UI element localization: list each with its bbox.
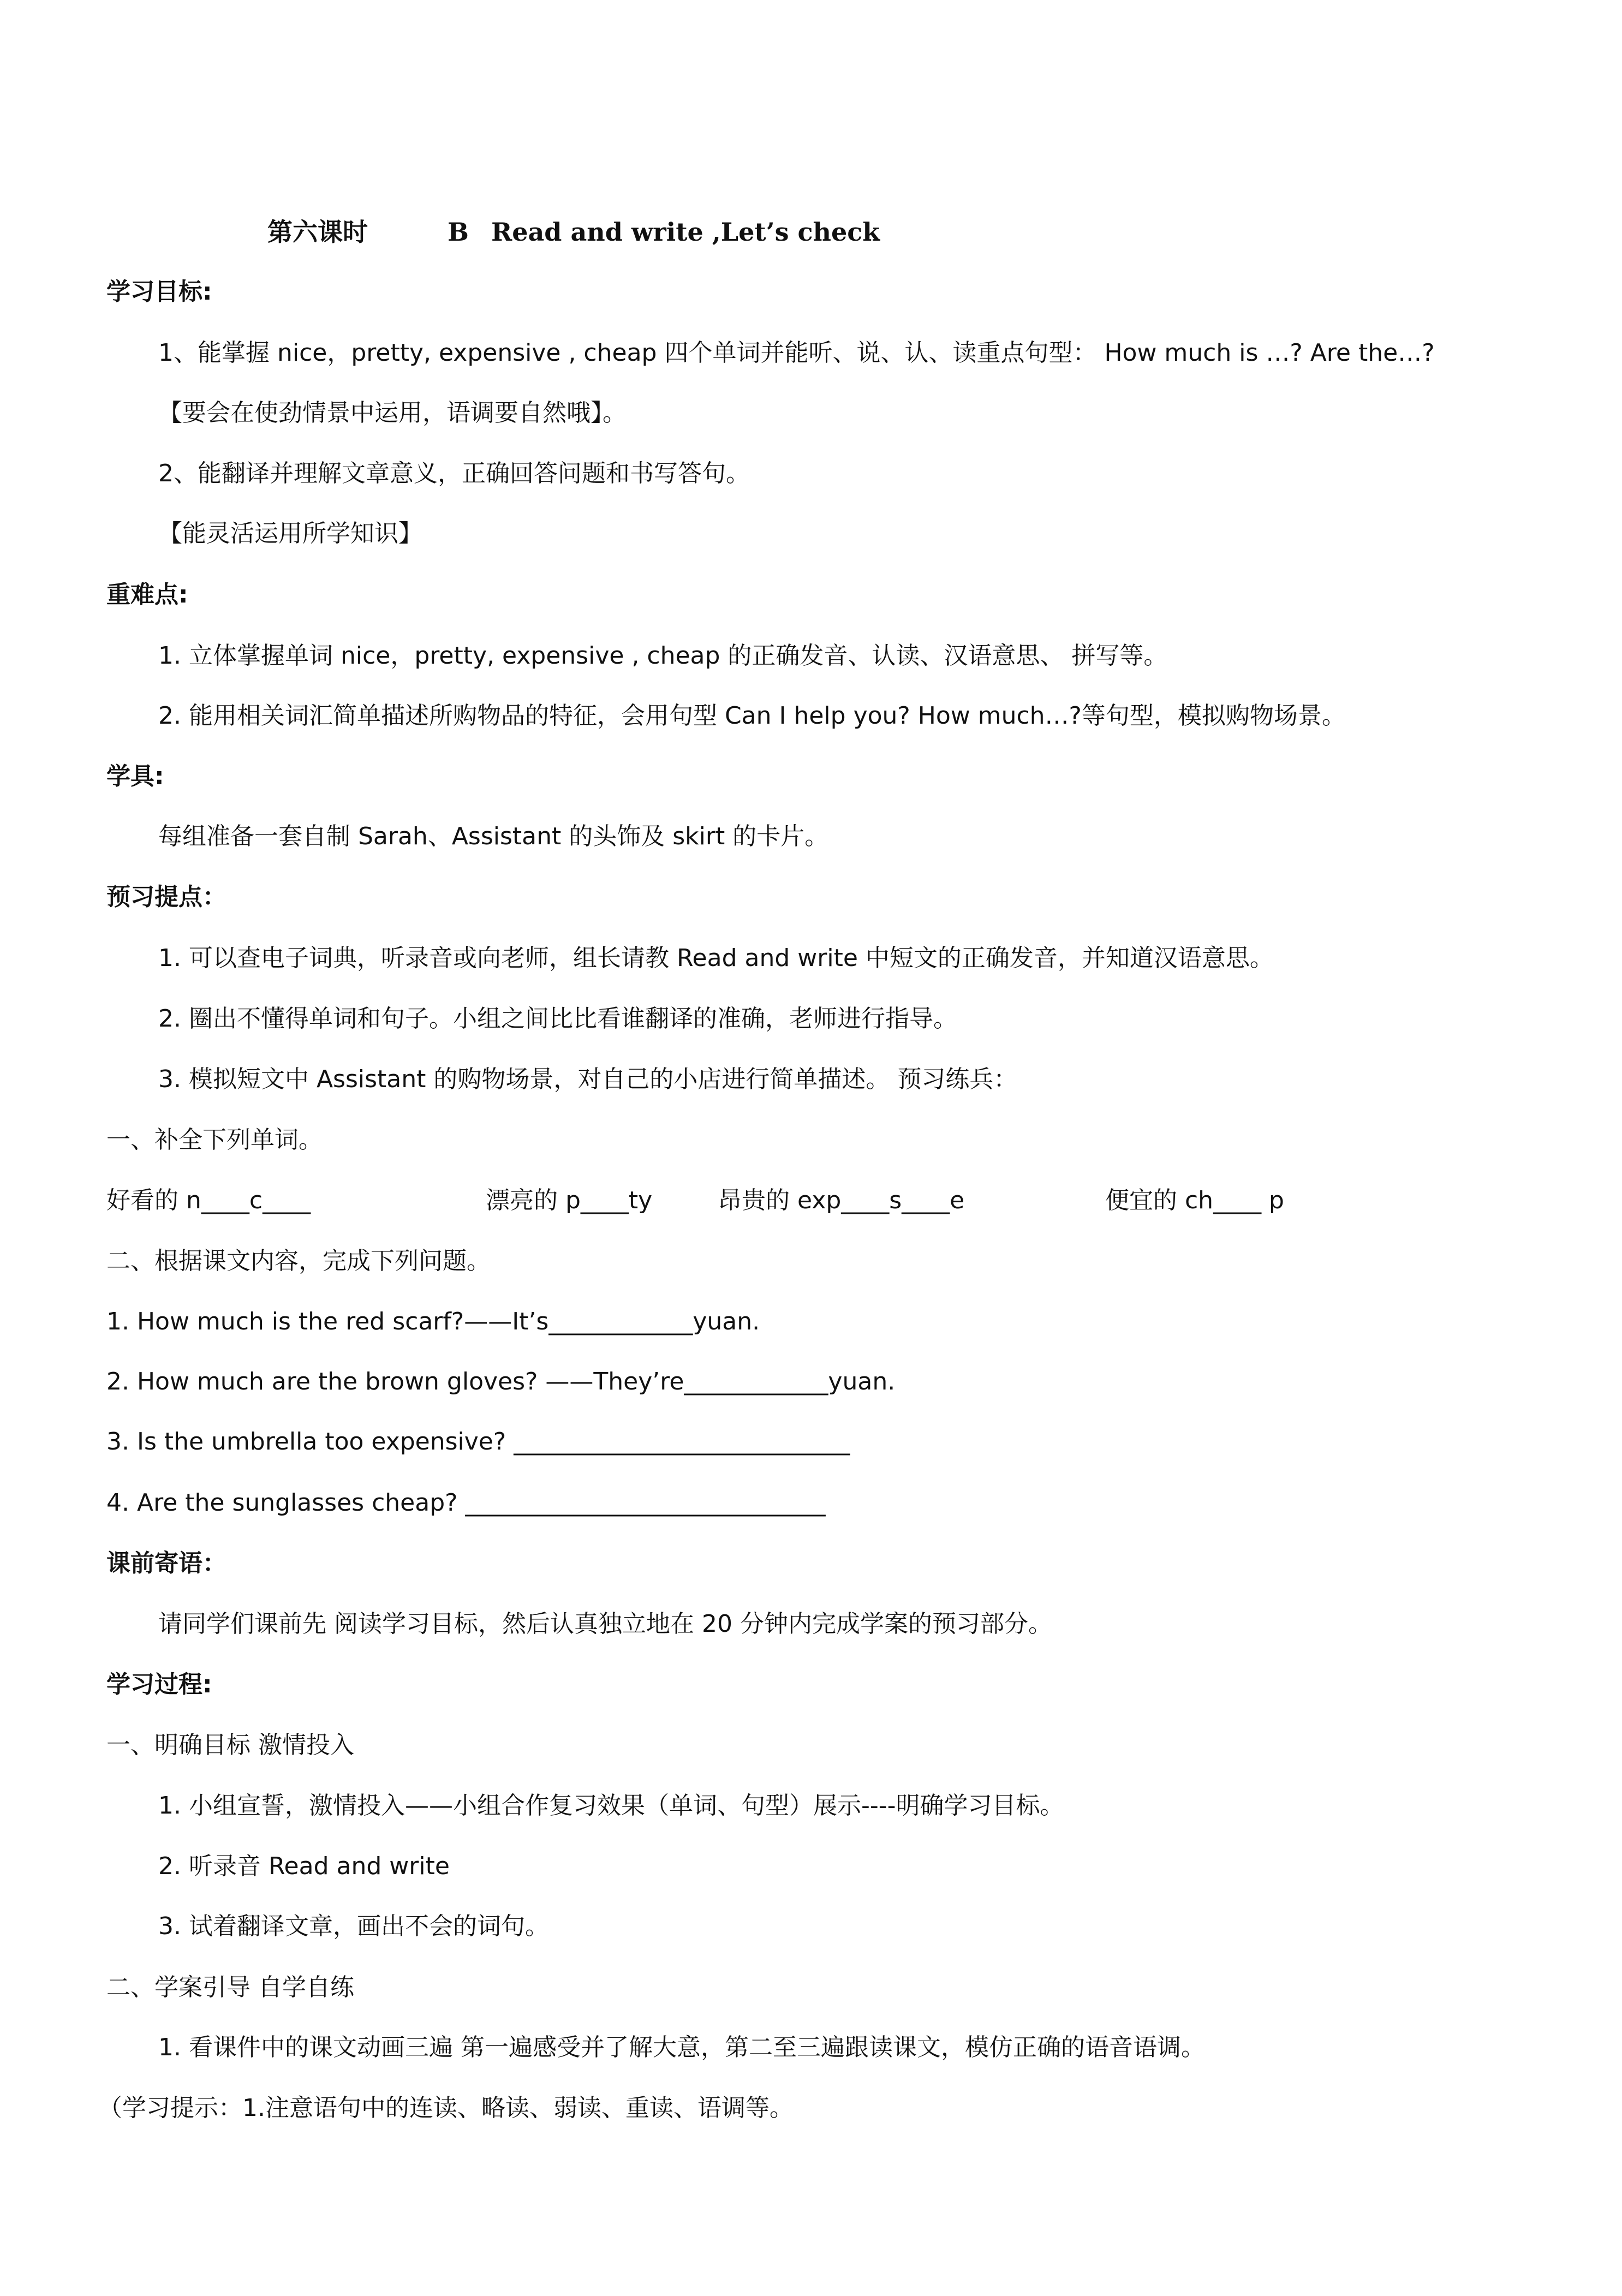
- word-blank-2: 漂亮的 p____ty: [486, 1186, 653, 1214]
- goal-item-2-note: 【能灵活运用所学知识】: [158, 520, 422, 547]
- lesson-topic: Read and write ,Let’s check: [491, 217, 880, 247]
- process-section-2: 二、学案引导 自学自练: [106, 1973, 354, 2001]
- process-section-1: 一、明确目标 激情投入: [106, 1731, 354, 1759]
- preview-item-3: 3. 模拟短文中 Assistant 的购物场景，对自己的小店进行简单描述。 预习练兵：: [158, 1065, 1018, 1093]
- process-s2-tip: （学习提示：1.注意语句中的连读、略读、弱读、重读、语调等。: [98, 2094, 794, 2122]
- word-blank-1: 好看的 n____c____: [106, 1186, 311, 1214]
- goal-item-1-note: 【要会在使劲情景中运用，语调要自然哦】。: [158, 399, 627, 427]
- preview-item-1: 1. 可以查电子词典，听录音或向老师，组长请教 Read and write 中短文的正确发音，并知道汉语意思。: [158, 944, 1274, 972]
- word-blank-4: 便宜的 ch____ p: [1105, 1186, 1284, 1214]
- message-text: 请同学们课前先 阅读学习目标，然后认真独立地在 20 分钟内完成学案的预习部分。: [158, 1610, 1052, 1638]
- exercise-1-heading: 一、补全下列单词。: [106, 1126, 323, 1154]
- goals-heading: 学习目标:: [106, 278, 212, 306]
- process-s2-item-1: 1. 看课件中的课文动画三遍 第一遍感受并了解大意，第二至三遍跟读课文，模仿正确的语音语调。: [158, 2033, 1205, 2061]
- question-3: 3. Is the umbrella too expensive? ____________________________: [106, 1428, 850, 1456]
- lesson-part: B: [448, 217, 469, 247]
- materials-text: 每组准备一套自制 Sarah、Assistant 的头饰及 skirt 的卡片。: [158, 822, 829, 850]
- goal-item-2: 2、能翻译并理解文章意义，正确回答问题和书写答句。: [158, 460, 750, 487]
- process-s1-item-2: 2. 听录音 Read and write: [158, 1852, 450, 1880]
- goal-item-1: 1、能掌握 nice，pretty, expensive , cheap 四个单词并能听、说、认、读重点句型： How much is …? Are the…?: [158, 339, 1435, 367]
- process-s1-item-1: 1. 小组宣誓，激情投入——小组合作复习效果（单词、句型）展示----明确学习目标。: [158, 1792, 1064, 1820]
- word-blank-3: 昂贵的 exp____s____e: [718, 1186, 965, 1214]
- preview-heading: 预习提点：: [106, 883, 226, 911]
- lesson-number: 第六课时: [267, 217, 368, 247]
- materials-heading: 学具:: [106, 762, 164, 790]
- exercise-2-heading: 二、根据课文内容，完成下列问题。: [106, 1247, 491, 1275]
- process-heading: 学习过程:: [106, 1671, 212, 1698]
- question-2: 2. How much are the brown gloves? ——They’re____________yuan.: [106, 1368, 896, 1396]
- question-4: 4. Are the sunglasses cheap? ______________________________: [106, 1489, 826, 1517]
- message-heading: 课前寄语：: [106, 1549, 226, 1577]
- process-s1-item-3: 3. 试着翻译文章，画出不会的词句。: [158, 1912, 549, 1940]
- key-point-1: 1. 立体掌握单词 nice，pretty, expensive , cheap 的正确发音、认读、汉语意思、 拼写等。: [158, 642, 1168, 670]
- key-points-heading: 重难点:: [106, 581, 188, 609]
- preview-item-2: 2. 圈出不懂得单词和句子。小组之间比比看谁翻译的准确，老师进行指导。: [158, 1005, 957, 1033]
- question-1: 1. How much is the red scarf?——It’s____________yuan.: [106, 1308, 760, 1335]
- word-blanks-row: [106, 1184, 1362, 1217]
- key-point-2: 2. 能用相关词汇简单描述所购物品的特征，会用句型 Can I help you? How much…?等句型，模拟购物场景。: [158, 702, 1346, 730]
